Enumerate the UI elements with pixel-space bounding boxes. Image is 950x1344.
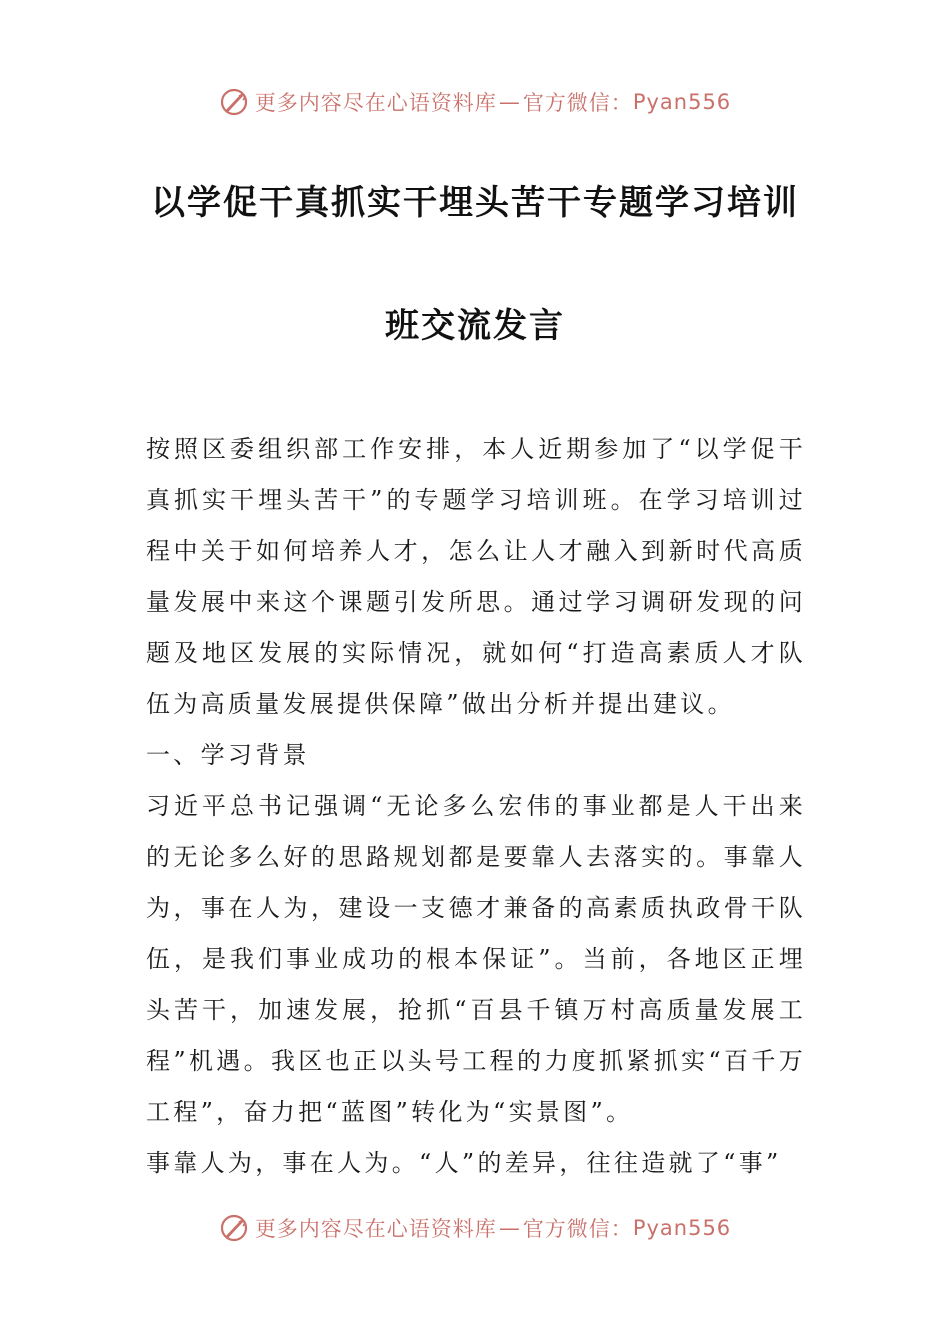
body-paragraph-intro: 按照区委组织部工作安排，本人近期参加了“以学促干真抓实干埋头苦干”的专题学习培训班。在学习培训过程中关于如何培养人才，怎么让人才融入到新时代高质量发展中来这个课题引发所思。通过学习调研发现的问题及地区发展的实际情况，就如何“打造高素质人才队伍为高质量发展提供保障”做出分析并提出建议。 — [146, 435, 806, 718]
quill-pen-logo-icon — [219, 87, 249, 117]
watermark-wechat-label: 官方微信： — [522, 91, 633, 115]
watermark-dash: — — [498, 1216, 521, 1240]
section-heading-background: 一、学习背景 — [146, 741, 310, 769]
watermark-wechat-id: Pyan556 — [632, 90, 732, 114]
footer-watermark — [0, 1208, 950, 1248]
watermark-dash: — — [498, 90, 521, 114]
document-title-line-1: 以学促干真抓实干埋头苦干专题学习培训 — [151, 183, 799, 223]
watermark-site-text: 更多内容尽在心语资料库 — [254, 91, 497, 115]
header-watermark — [0, 82, 950, 122]
watermark-wechat-id: Pyan556 — [632, 1216, 732, 1240]
watermark-wechat-label: 官方微信： — [522, 1217, 633, 1241]
quill-pen-logo-icon — [219, 1213, 249, 1243]
document-title-line-2: 班交流发言 — [385, 306, 565, 346]
body-paragraph-continued: 事靠人为，事在人为。“人”的差异，往往造就了“事” — [146, 1149, 782, 1177]
document-body — [146, 424, 806, 1189]
body-paragraph-background: 习近平总书记强调“无论多么宏伟的事业都是人干出来的无论多么好的思路规划都是要靠人去落实的。事靠人为，事在人为，建设一支德才兼备的高素质执政骨干队伍，是我们事业成功的根本保证”。当前，各地区正埋头苦干，加速发展，抢抓“百县千镇万村高质量发展工程”机遇。我区也正以头号工程的力度抓紧抓实“百千万工程”，奋力把“蓝图”转化为“实景图”。 — [146, 792, 806, 1126]
watermark-site-text: 更多内容尽在心语资料库 — [254, 1217, 497, 1241]
